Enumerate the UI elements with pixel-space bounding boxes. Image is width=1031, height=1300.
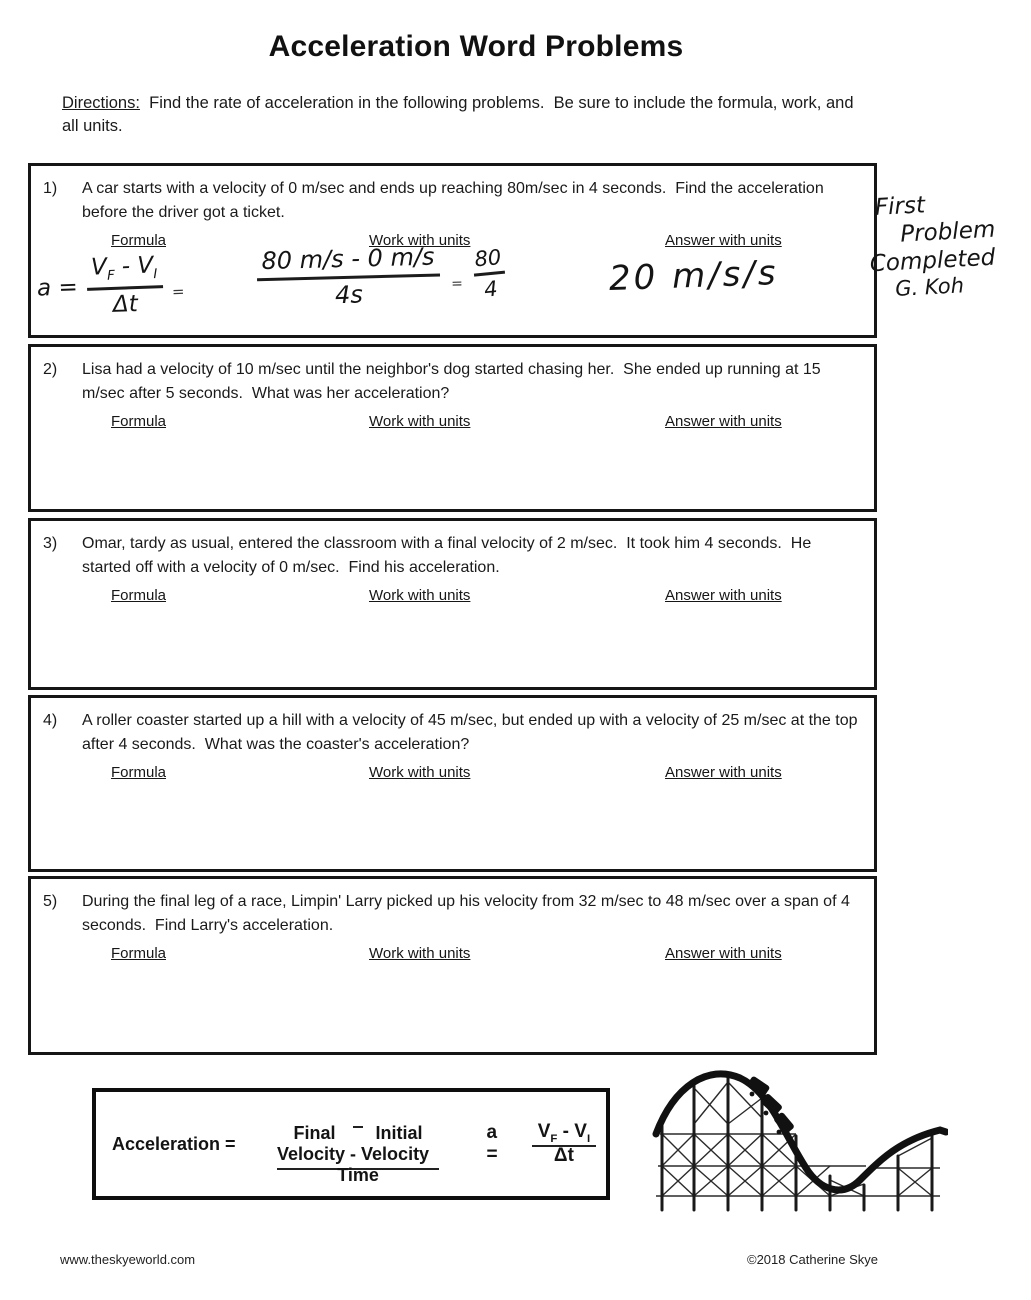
- roller-coaster-illustration: [648, 1058, 948, 1218]
- problem-box-1: [28, 163, 877, 338]
- margin-note-line: Problem: [899, 216, 996, 248]
- margin-note-line: Completed: [869, 244, 996, 278]
- column-header-answer: Answer with units: [665, 413, 782, 430]
- directions-text: Find the rate of acceleration in the following problems. Be sure to include the formula, work, and all units.: [62, 94, 854, 136]
- column-header-formula: Formula: [111, 764, 167, 781]
- problem-number: 5): [43, 893, 58, 910]
- column-header-formula: Formula: [111, 413, 167, 430]
- symbol-formula-fraction: [522, 1121, 606, 1167]
- column-header-formula: Formula: [111, 587, 167, 604]
- column-header-work: Work with units: [369, 764, 471, 781]
- problem-text: A roller coaster started up a hill with a velocity of 45 m/sec, but ended up with a velocity of 25 m/sec at the top after 4 seconds. What was the coaster's acceleration?: [82, 712, 858, 753]
- symbol-formula-denominator: Δt: [553, 1144, 574, 1166]
- handwritten-formula-numerator: $V_F - V_I$: [86, 252, 163, 290]
- directions: [62, 92, 874, 139]
- handwritten-result-fraction: [471, 244, 507, 302]
- handwritten-formula-fraction: [86, 252, 164, 318]
- footer-copyright: ©2018 Catherine Skye: [747, 1252, 878, 1267]
- acceleration-label: Acceleration =: [112, 1133, 236, 1154]
- velocity-minus-velocity: Velocity - Velocity: [277, 1144, 430, 1164]
- column-header-formula: Formula: [111, 945, 167, 962]
- symbol-formula-numerator: $V_F - V_I$: [532, 1121, 596, 1147]
- handwritten-equals: =: [450, 275, 464, 293]
- column-header-answer: Answer with units: [665, 945, 782, 962]
- word-formula-fraction: [260, 1102, 457, 1186]
- column-header-answer: Answer with units: [665, 587, 782, 604]
- problem-question: [31, 521, 874, 580]
- column-header-work: Work with units: [369, 413, 471, 430]
- problem-text: A car starts with a velocity of 0 m/sec and ends up reaching 80m/sec in 4 seconds. Find the acceleration before the driver got a ticket.: [82, 180, 824, 221]
- handwritten-work: [256, 241, 505, 311]
- handwritten-result-denominator: 4: [482, 276, 499, 302]
- page-title: Acceleration Word Problems: [268, 30, 684, 63]
- problem-box-5: [28, 876, 877, 1055]
- column-header-formula: Formula: [111, 232, 167, 249]
- problem-number: 4): [43, 712, 58, 729]
- handwritten-work-numerator: 80 m/s - 0 m/s: [256, 242, 440, 281]
- margin-note-line: First: [874, 192, 926, 221]
- problem-question: [31, 166, 874, 225]
- directions-label: Directions:: [62, 94, 140, 112]
- symbol-formula: [487, 1121, 606, 1167]
- handwritten-answer: 20 m/s/s: [608, 253, 780, 299]
- handwritten-work-fraction: [256, 242, 441, 311]
- problem-question: [31, 879, 874, 938]
- problem-box-4: [28, 695, 877, 872]
- handwritten-result-numerator: 80: [471, 244, 504, 276]
- column-header-work: Work with units: [369, 945, 471, 962]
- word-formula-numerator: [260, 1102, 457, 1170]
- initial-label: Initial: [375, 1123, 423, 1143]
- footer-url: www.theskyeworld.com: [60, 1252, 196, 1267]
- handwritten-equals: =: [171, 282, 185, 301]
- problem-text: During the final leg of a race, Limpin' Larry picked up his velocity from 32 m/sec to 48 m/sec over a span of 4 seconds. Find Larry's acceleration.: [82, 893, 850, 934]
- handwritten-a-equals: a =: [36, 273, 79, 302]
- problem-box-3: [28, 518, 877, 690]
- problem-box-2: [28, 344, 877, 512]
- column-header-work: Work with units: [369, 232, 471, 249]
- column-header-answer: Answer with units: [665, 764, 782, 781]
- handwritten-formula: [36, 251, 185, 320]
- final-label: Final: [293, 1123, 336, 1143]
- problem-question: [31, 347, 874, 406]
- handwritten-formula-denominator: Δt: [112, 290, 139, 318]
- margin-note-signature: G. Koh: [894, 273, 965, 302]
- problem-number: 3): [43, 535, 58, 552]
- word-formula-denominator: Time: [337, 1165, 379, 1185]
- column-header-answer: Answer with units: [665, 232, 782, 249]
- handwritten-work-denominator: 4s: [334, 280, 364, 310]
- column-header-work: Work with units: [369, 587, 471, 604]
- margin-note: [866, 186, 1031, 304]
- problem-text: Lisa had a velocity of 10 m/sec until the neighbor's dog started chasing her. She ended up running at 15 m/sec after 5 seconds. What was her acceleration?: [82, 361, 821, 402]
- a-equals-label: a =: [486, 1121, 498, 1165]
- formula-reference-box: [92, 1088, 610, 1200]
- problem-number: 1): [43, 180, 58, 197]
- problem-text: Omar, tardy as usual, entered the classroom with a final velocity of 2 m/sec. It took him 4 seconds. He started off with a velocity of 0 m/sec. Find his acceleration.: [82, 535, 812, 576]
- problem-number: 2): [43, 361, 58, 378]
- problem-question: [31, 698, 874, 757]
